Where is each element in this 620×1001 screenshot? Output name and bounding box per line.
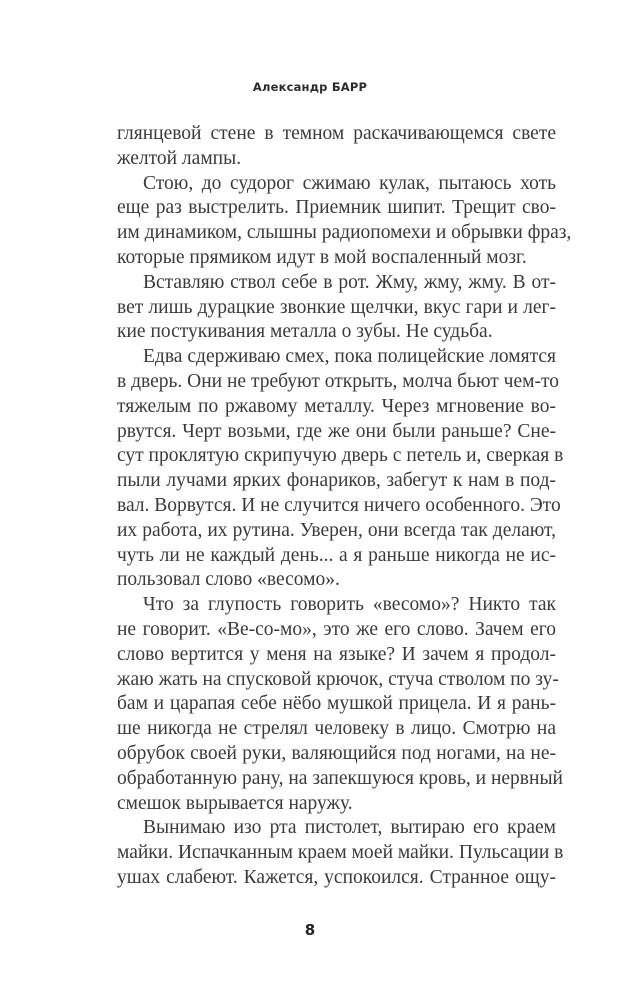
text-line: тяжелым по ржавому металлу. Через мгновение во- bbox=[117, 395, 556, 417]
text-line: кие постукивания металла о зубы. Не судьба. bbox=[117, 321, 493, 343]
text-line: в дверь. Они не требуют открыть, молча бьют чем-то bbox=[117, 370, 559, 392]
text-line: Едва сдерживаю смех, пока полицейские ломятся bbox=[143, 346, 556, 368]
text-line: вал. Ворвутся. И не случится ничего особенного. Это bbox=[117, 494, 561, 516]
body-text bbox=[117, 122, 572, 891]
text-line: слово вертится у меня на языке? И зачем я продол- bbox=[117, 643, 556, 665]
text-line: которые прямиком идут в мой воспаленный мозг. bbox=[117, 246, 527, 268]
text-line: майки. Испачканным краем моей майки. Пульсации в bbox=[117, 842, 564, 864]
text-line: Что за глупость говорить «весомо»? Никто так bbox=[143, 594, 556, 616]
text-line: Вставляю ствол себе в рот. Жму, жму, жму. В от- bbox=[143, 271, 556, 293]
text-line: смешок вырывается наружу. bbox=[117, 792, 353, 814]
text-line: им динамиком, слышны радиопомехи и обрывки фраз, bbox=[117, 222, 572, 244]
text-line: Вынимаю изо рта пистолет, вытираю его краем bbox=[143, 817, 556, 839]
page-number: 8 bbox=[304, 921, 316, 939]
text-line: их работа, их рутина. Уверен, они всегда так делают, bbox=[117, 519, 556, 541]
text-line: жаю жать на спусковой крючок, стуча стволом по зу- bbox=[117, 668, 559, 690]
text-line: пользовал слово «весомо». bbox=[117, 569, 340, 591]
running-header-author: Александр БАРР bbox=[252, 80, 368, 94]
text-line: ушах слабеют. Кажется, успокоился. Странное ощу- bbox=[117, 866, 556, 888]
text-line: не говорит. «Ве-со-мо», это же его слово. Зачем его bbox=[117, 618, 556, 640]
text-line: обрубок своей руки, валяющийся под ногами, на не- bbox=[117, 742, 556, 764]
text-line: бам и царапая себе нёбо мушкой прицела. И я рань- bbox=[117, 693, 556, 715]
text-line: чуть ли не каждый день... а я раньше никогда не ис- bbox=[117, 544, 556, 566]
text-line: сут проклятую скрипучую дверь с петель и, сверкая в bbox=[117, 445, 564, 467]
text-line: желтой лампы. bbox=[117, 147, 242, 169]
text-line: ше никогда не стрелял человеку в лицо. Смотрю на bbox=[117, 718, 556, 740]
text-line: пыли лучами ярких фонариков, забегут к нам в под- bbox=[117, 470, 556, 492]
text-line: еще раз выстрелить. Приемник шипит. Трещит сво- bbox=[117, 197, 556, 219]
text-line: рвутся. Черт возьми, где же они были раньше? Сне- bbox=[117, 420, 556, 442]
text-line: Стою, до судорог сжимаю кулак, пытаюсь хоть bbox=[143, 172, 556, 194]
text-line: вет лишь дурацкие звонкие щелчки, вкус гари и лег- bbox=[117, 296, 556, 318]
text-line: обработанную рану, на запекшуюся кровь, и нервный bbox=[117, 767, 563, 789]
text-line: глянцевой стене в темном раскачивающемся свете bbox=[117, 123, 556, 144]
